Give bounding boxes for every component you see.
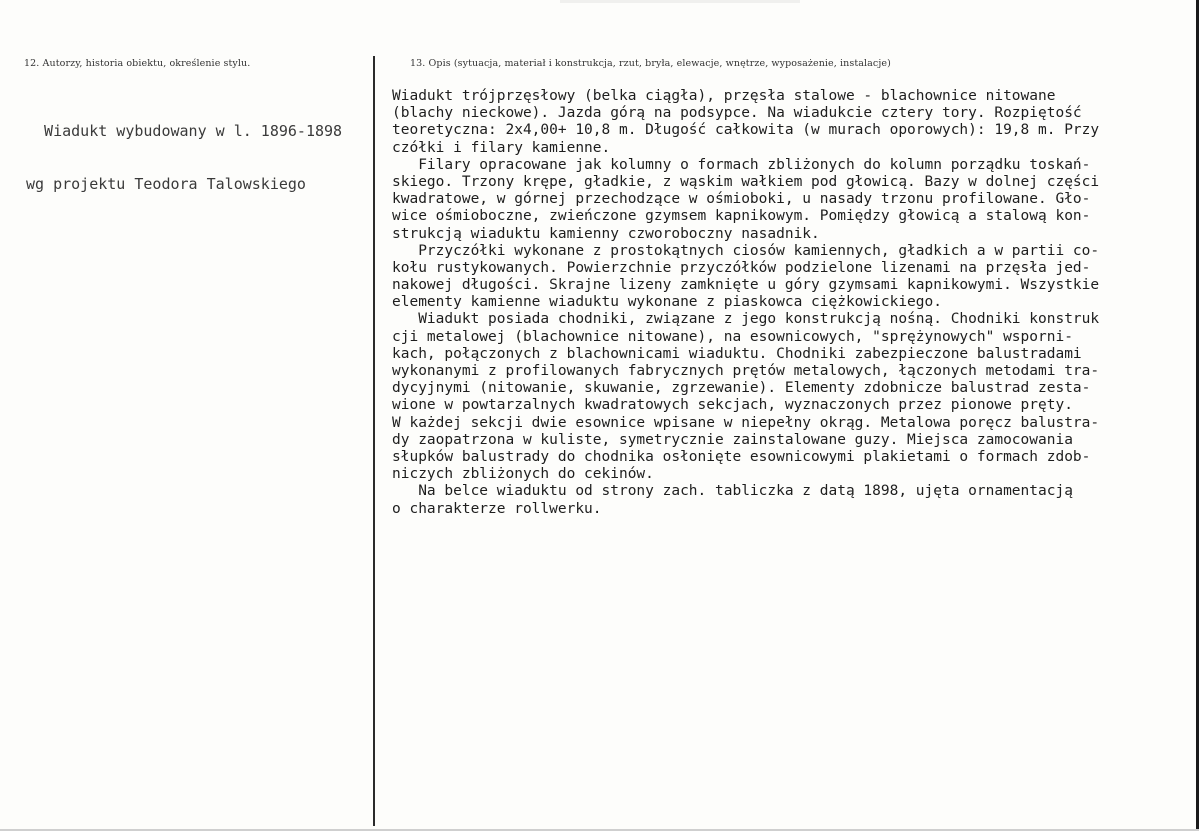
description-line: niczych zbliżonych do cekinów. — [392, 466, 654, 483]
description-line: teoretyczna: 2x4,00+ 10,8 m. Długość całkowita (w murach oporowych): 19,8 m. Przy — [392, 122, 1100, 139]
description-line: elementy kamienne wiaduktu wykonane z piaskowca ciężkowickiego. — [392, 294, 942, 311]
description-line: cji metalowej (blachownice nitowane), na esownicowych, "sprężynowych" wsporni- — [392, 328, 1073, 345]
left-text-line: wg projektu Teodora Talowskiego — [26, 174, 306, 193]
section-13-header: 13. Opis (sytuacja, materiał i konstrukcja, rzut, bryła, elewacje, wnętrze, wyposażenie, instalacje) — [410, 58, 891, 69]
description-line: wione w powtarzalnych kwadratowych sekcjach, wyznaczonych przez pionowe pręty. — [392, 397, 1073, 414]
description-line: nakowej długości. Skrajne lizeny zamknięte u góry gzymsami kapnikowymi. Wszystkie — [392, 277, 1100, 294]
description-line: słupków balustrady do chodnika osłonięte esownicowymi plakietami o formach zdob- — [392, 448, 1091, 465]
description-line: o charakterze rollwerku. — [392, 500, 602, 517]
description-line: wice ośmioboczne, zwieńczone gzymsem kapnikowym. Pomiędzy głowicą a stalową kon- — [392, 208, 1091, 225]
description-line: dycyjnymi (nitowanie, skuwanie, zgrzewanie). Elementy zdobnicze balustrad zesta- — [392, 380, 1091, 397]
description-line: dy zaopatrzona w kuliste, symetrycznie zainstalowane guzy. Miejsca zamocowania — [392, 431, 1073, 448]
description-line: strukcją wiaduktu kamienny czworoboczny nasadnik. — [392, 225, 820, 242]
description-line: Wiadukt trójprzęsłowy (belka ciągła), przęsła stalowe - blachownice nitowane — [392, 88, 1056, 104]
description-line: (blachy nieckowe). Jazda górą na podsypce. Na wiadukcie cztery tory. Rozpiętość — [392, 105, 1082, 122]
description-line: Wiadukt posiada chodniki, związane z jego konstrukcją nośną. Chodniki konstruk — [392, 311, 1100, 328]
description-line: Na belce wiaduktu od strony zach. tabliczka z datą 1898, ujęta ornamentacją — [392, 483, 1073, 500]
description-line: kołu rustykowanych. Powierzchnie przyczółków podzielone lizenami na przęsła jed- — [392, 259, 1091, 276]
description-line: kach, połączonych z blachownicami wiaduktu. Chodniki zabezpieczone balustradami — [392, 345, 1082, 362]
description-line: W każdej sekcji dwie esownice wpisane w niepełny okrąg. Metalowa poręcz balustra- — [392, 414, 1100, 431]
section-12-header: 12. Autorzy, historia obiektu, określenie stylu. — [24, 58, 251, 69]
description-text — [392, 88, 1192, 518]
description-line: Przyczółki wykonane z prostokątnych ciosów kamiennych, gładkich a w partii co- — [392, 242, 1100, 259]
top-edge-mark — [560, 0, 800, 3]
description-line: kwadratowe, w górnej przechodzące w ośmioboki, u nasady trzonu profilowane. Gło- — [392, 191, 1091, 208]
column-divider — [373, 56, 375, 826]
description-line: Filary opracowane jak kolumny o formach zbliżonych do kolumn porządku toskań- — [392, 156, 1091, 173]
left-text-line: Wiadukt wybudowany w l. 1896-1898 — [26, 122, 343, 140]
authors-history-text — [26, 88, 371, 228]
description-line: czółki i filary kamienne. — [392, 139, 611, 156]
description-line: wykonanymi z profilowanych fabrycznych prętów metalowych, łączonych metodami tra- — [392, 363, 1100, 379]
description-line: skiego. Trzony krępe, gładkie, z wąskim wałkiem pod głowicą. Bazy w dolnej części — [392, 173, 1100, 190]
